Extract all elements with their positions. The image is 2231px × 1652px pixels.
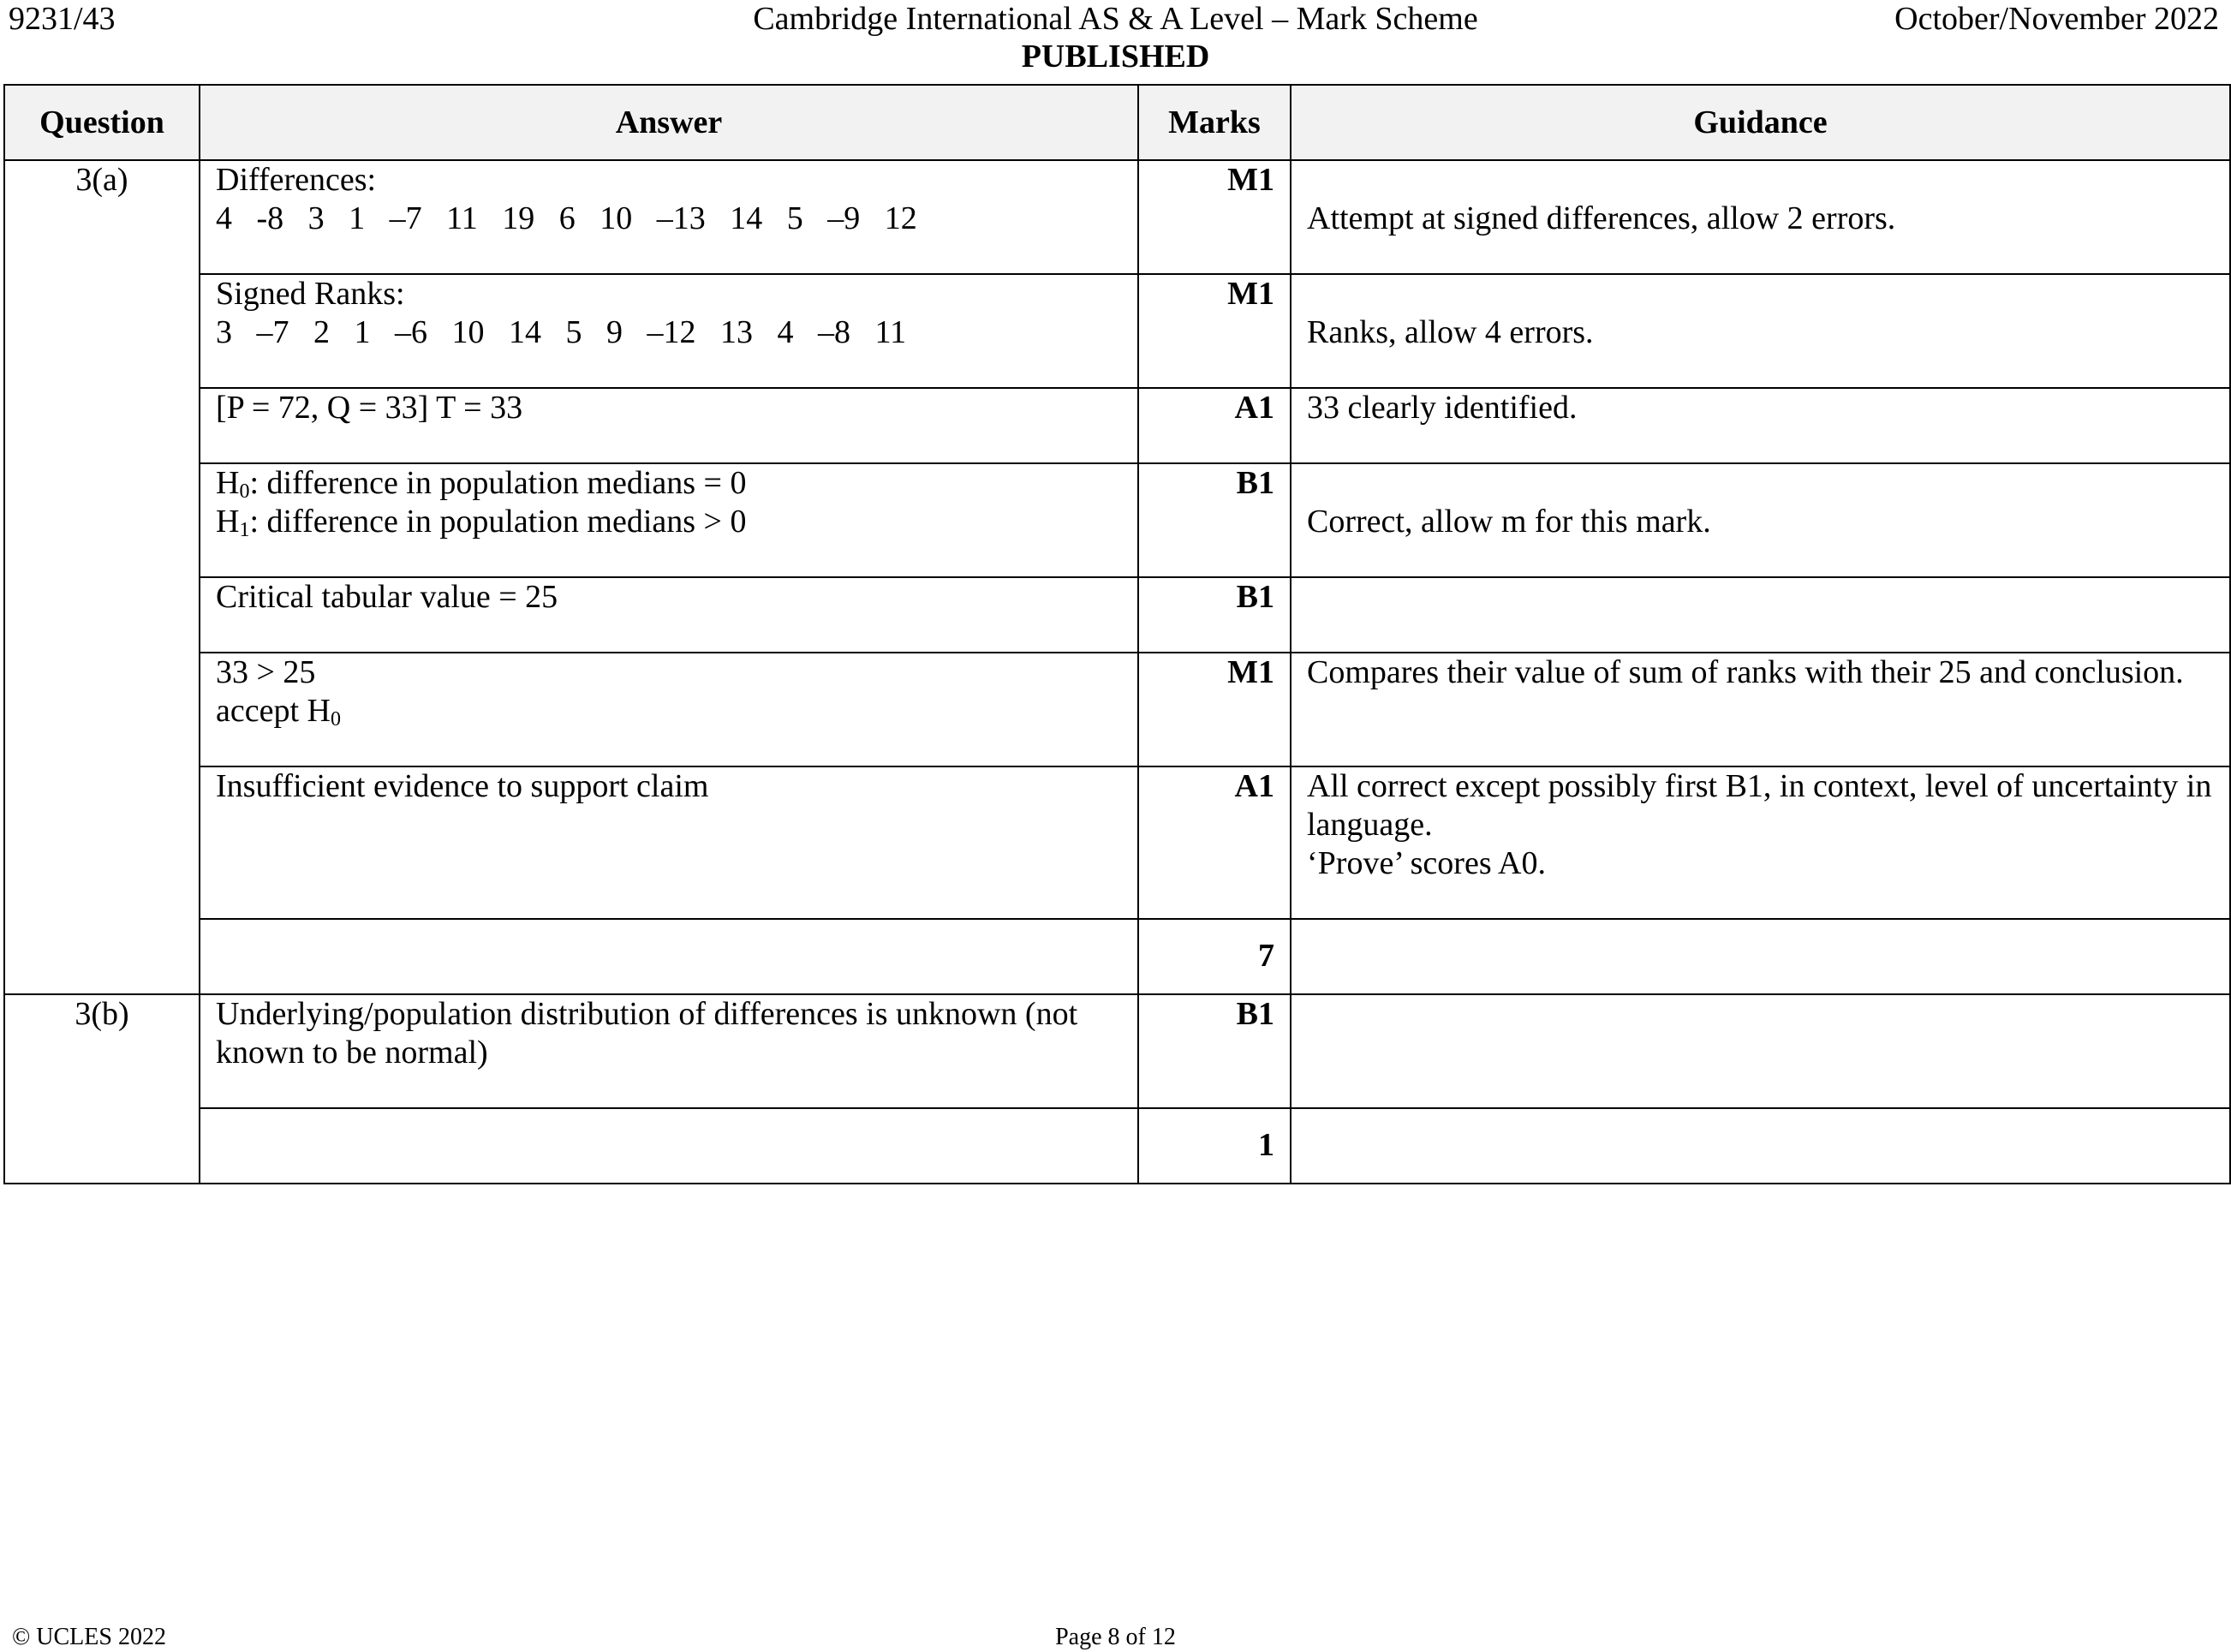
answer-cell: [200, 274, 1138, 388]
guidance-cell: [1291, 994, 2230, 1108]
table-row: [4, 463, 2230, 577]
conclusion-prefix: accept H: [216, 693, 331, 729]
subscript: 1: [239, 519, 250, 541]
subscript: 0: [330, 708, 341, 731]
total-row: [4, 1108, 2230, 1184]
answer-cell: [200, 463, 1138, 577]
table-row: [4, 766, 2230, 919]
guidance-cell: [1291, 766, 2230, 919]
hypothesis-text: : difference in population medians = 0: [249, 465, 747, 501]
answer-label: Differences:: [216, 162, 377, 198]
null-hypothesis: [216, 464, 1122, 503]
question-number: 3(a): [4, 160, 200, 994]
answer-text: Underlying/population distribution of differences is unknown (not known to be normal): [216, 996, 1078, 1071]
table-row: [4, 994, 2230, 1108]
question-number: 3(b): [4, 994, 200, 1184]
mark-cell: M1: [1138, 160, 1291, 274]
hypothesis-text: : difference in population medians > 0: [249, 504, 747, 540]
guidance-cell: [1291, 160, 2230, 274]
guidance-cell: [1291, 463, 2230, 577]
guidance-cell: [1291, 274, 2230, 388]
mark-cell: M1: [1138, 653, 1291, 766]
mark-cell: A1: [1138, 388, 1291, 463]
table-row: [4, 653, 2230, 766]
guidance-cell: [1291, 919, 2230, 994]
subscript: 0: [239, 480, 250, 503]
table-row: [4, 577, 2230, 653]
answer-cell: Critical tabular value = 25: [200, 577, 1138, 653]
comparison-text: 33 > 25: [216, 654, 316, 690]
header-title: Cambridge International AS & A Level – Mark Scheme: [753, 1, 1478, 37]
answer-cell: Insufficient evidence to support claim: [200, 766, 1138, 919]
guidance-cell: [1291, 577, 2230, 653]
column-header-guidance: Guidance: [1291, 85, 2230, 160]
table-row: [4, 388, 2230, 463]
answer-cell: [200, 653, 1138, 766]
answer-cell: [200, 994, 1138, 1108]
total-marks: 7: [1138, 919, 1291, 994]
alternative-hypothesis: [216, 503, 1122, 541]
mark-cell: B1: [1138, 463, 1291, 577]
guidance-text: All correct except possibly first B1, in context, level of uncertainty in language.: [1307, 768, 2212, 843]
guidance-cell: 33 clearly identified.: [1291, 388, 2230, 463]
hypothesis-symbol: H: [216, 465, 240, 501]
guidance-text: Ranks, allow 4 errors.: [1307, 314, 1594, 350]
answer-cell: [200, 919, 1138, 994]
table-row: [4, 274, 2230, 388]
guidance-text: Compares their value of sum of ranks with their 25 and conclusion.: [1307, 654, 2184, 690]
guidance-cell: [1291, 1108, 2230, 1184]
conclusion-text: [216, 692, 1122, 731]
mark-cell: A1: [1138, 766, 1291, 919]
column-header-question: Question: [4, 85, 200, 160]
published-label: PUBLISHED: [1021, 39, 1210, 75]
mark-cell: B1: [1138, 994, 1291, 1108]
copyright-notice: © UCLES 2022: [12, 1624, 166, 1650]
mark-cell: M1: [1138, 274, 1291, 388]
page-number: Page 8 of 12: [1055, 1624, 1176, 1650]
guidance-text: ‘Prove’ scores A0.: [1307, 845, 1546, 881]
guidance-text: Correct, allow m for this mark.: [1307, 504, 1711, 540]
mark-scheme-table: [3, 84, 2231, 1184]
hypothesis-symbol: H: [216, 504, 240, 540]
mark-cell: B1: [1138, 577, 1291, 653]
table-row: [4, 160, 2230, 274]
answer-cell: [200, 160, 1138, 274]
answer-cell: [P = 72, Q = 33] T = 33: [200, 388, 1138, 463]
paper-code: 9231/43: [9, 1, 116, 37]
column-header-answer: Answer: [200, 85, 1138, 160]
guidance-text: Attempt at signed differences, allow 2 errors.: [1307, 200, 1896, 236]
signed-ranks-values: 3 –7 2 1 –6 10 14 5 9 –12 13 4 –8 11: [216, 314, 907, 350]
differences-values: 4 -8 3 1 –7 11 19 6 10 –13 14 5 –9 12: [216, 200, 917, 236]
answer-label: Signed Ranks:: [216, 276, 405, 312]
table-header-row: [4, 85, 2230, 160]
guidance-cell: [1291, 653, 2230, 766]
answer-cell: [200, 1108, 1138, 1184]
total-marks: 1: [1138, 1108, 1291, 1184]
total-row: [4, 919, 2230, 994]
exam-session: October/November 2022: [1894, 1, 2219, 37]
column-header-marks: Marks: [1138, 85, 1291, 160]
